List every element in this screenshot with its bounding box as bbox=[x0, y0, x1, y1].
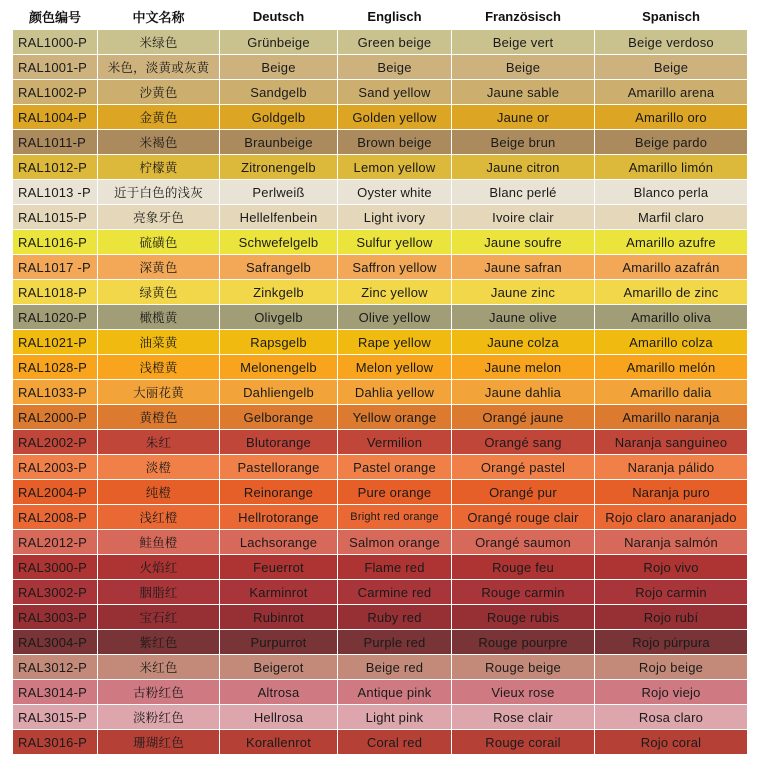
cell-french: Rouge feu bbox=[452, 555, 595, 580]
cell-color-code: RAL2003-P bbox=[13, 455, 98, 480]
table-row bbox=[13, 355, 748, 380]
cell-color-code: RAL1028-P bbox=[13, 355, 98, 380]
cell-french: Rose clair bbox=[452, 705, 595, 730]
cell-chinese-name: 珊瑚红色 bbox=[98, 730, 220, 755]
cell-french: Jaune melon bbox=[452, 355, 595, 380]
cell-color-code: RAL1020-P bbox=[13, 305, 98, 330]
cell-color-code: RAL1033-P bbox=[13, 380, 98, 405]
cell-color-code: RAL2008-P bbox=[13, 505, 98, 530]
cell-french: Orangé jaune bbox=[452, 405, 595, 430]
cell-chinese-name: 淡粉红色 bbox=[98, 705, 220, 730]
cell-spanish: Amarillo de zinc bbox=[595, 280, 748, 305]
cell-chinese-name: 黄橙色 bbox=[98, 405, 220, 430]
cell-german: Rubinrot bbox=[220, 605, 338, 630]
cell-english: Light ivory bbox=[338, 205, 452, 230]
cell-spanish: Rojo carmin bbox=[595, 580, 748, 605]
cell-french: Beige brun bbox=[452, 130, 595, 155]
cell-german: Braunbeige bbox=[220, 130, 338, 155]
table-row bbox=[13, 505, 748, 530]
cell-french: Vieux rose bbox=[452, 680, 595, 705]
cell-english: Sand yellow bbox=[338, 80, 452, 105]
cell-french: Jaune safran bbox=[452, 255, 595, 280]
cell-spanish: Blanco perla bbox=[595, 180, 748, 205]
cell-color-code: RAL3016-P bbox=[13, 730, 98, 755]
cell-german: Grünbeige bbox=[220, 30, 338, 55]
table-row bbox=[13, 430, 748, 455]
cell-english: Saffron yellow bbox=[338, 255, 452, 280]
cell-german: Lachsorange bbox=[220, 530, 338, 555]
table-row bbox=[13, 380, 748, 405]
cell-chinese-name: 浅红橙 bbox=[98, 505, 220, 530]
cell-french: Jaune dahlia bbox=[452, 380, 595, 405]
cell-spanish: Amarillo arena bbox=[595, 80, 748, 105]
cell-chinese-name: 浅橙黄 bbox=[98, 355, 220, 380]
cell-german: Goldgelb bbox=[220, 105, 338, 130]
cell-spanish: Rojo rubí bbox=[595, 605, 748, 630]
cell-spanish: Amarillo azufre bbox=[595, 230, 748, 255]
cell-spanish: Rojo vivo bbox=[595, 555, 748, 580]
cell-english: Light pink bbox=[338, 705, 452, 730]
table-row bbox=[13, 255, 748, 280]
cell-german: Hellrosa bbox=[220, 705, 338, 730]
cell-chinese-name: 柠檬黄 bbox=[98, 155, 220, 180]
cell-french: Orangé sang bbox=[452, 430, 595, 455]
cell-german: Korallenrot bbox=[220, 730, 338, 755]
cell-spanish: Rojo claro anaranjado bbox=[595, 505, 748, 530]
table-row bbox=[13, 280, 748, 305]
cell-chinese-name: 米色，淡黄或灰黄 bbox=[98, 55, 220, 80]
cell-color-code: RAL3014-P bbox=[13, 680, 98, 705]
cell-spanish: Rojo coral bbox=[595, 730, 748, 755]
table-row bbox=[13, 530, 748, 555]
cell-color-code: RAL1015-P bbox=[13, 205, 98, 230]
table-row bbox=[13, 330, 748, 355]
cell-spanish: Rojo viejo bbox=[595, 680, 748, 705]
cell-spanish: Naranja sanguineo bbox=[595, 430, 748, 455]
cell-german: Gelborange bbox=[220, 405, 338, 430]
table-row bbox=[13, 730, 748, 755]
table-row bbox=[13, 130, 748, 155]
cell-spanish: Amarillo oliva bbox=[595, 305, 748, 330]
cell-spanish: Amarillo azafrán bbox=[595, 255, 748, 280]
cell-french: Rouge carmin bbox=[452, 580, 595, 605]
cell-german: Dahliengelb bbox=[220, 380, 338, 405]
table-row bbox=[13, 680, 748, 705]
cell-color-code: RAL2004-P bbox=[13, 480, 98, 505]
cell-chinese-name: 沙黄色 bbox=[98, 80, 220, 105]
cell-german: Perlweiß bbox=[220, 180, 338, 205]
cell-german: Schwefelgelb bbox=[220, 230, 338, 255]
cell-english: Brown beige bbox=[338, 130, 452, 155]
cell-french: Ivoire clair bbox=[452, 205, 595, 230]
cell-chinese-name: 深黄色 bbox=[98, 255, 220, 280]
cell-english: Flame red bbox=[338, 555, 452, 580]
cell-german: Beige bbox=[220, 55, 338, 80]
cell-french: Orangé pur bbox=[452, 480, 595, 505]
cell-color-code: RAL1004-P bbox=[13, 105, 98, 130]
cell-spanish: Beige verdoso bbox=[595, 30, 748, 55]
cell-chinese-name: 古粉红色 bbox=[98, 680, 220, 705]
table-row bbox=[13, 455, 748, 480]
table-row bbox=[13, 705, 748, 730]
cell-english: Coral red bbox=[338, 730, 452, 755]
cell-chinese-name: 油菜黄 bbox=[98, 330, 220, 355]
cell-chinese-name: 米褐色 bbox=[98, 130, 220, 155]
cell-german: Beigerot bbox=[220, 655, 338, 680]
cell-english: Sulfur yellow bbox=[338, 230, 452, 255]
cell-color-code: RAL1000-P bbox=[13, 30, 98, 55]
table-row bbox=[13, 555, 748, 580]
cell-color-code: RAL1001-P bbox=[13, 55, 98, 80]
table-row bbox=[13, 405, 748, 430]
cell-german: Sandgelb bbox=[220, 80, 338, 105]
cell-english: Oyster white bbox=[338, 180, 452, 205]
cell-french: Beige vert bbox=[452, 30, 595, 55]
cell-english: Beige red bbox=[338, 655, 452, 680]
cell-german: Hellrotorange bbox=[220, 505, 338, 530]
cell-chinese-name: 米红色 bbox=[98, 655, 220, 680]
cell-spanish: Rojo púrpura bbox=[595, 630, 748, 655]
cell-german: Zinkgelb bbox=[220, 280, 338, 305]
table-row bbox=[13, 30, 748, 55]
cell-spanish: Rosa claro bbox=[595, 705, 748, 730]
table-row bbox=[13, 80, 748, 105]
cell-color-code: RAL3000-P bbox=[13, 555, 98, 580]
cell-german: Purpurrot bbox=[220, 630, 338, 655]
cell-chinese-name: 鲑鱼橙 bbox=[98, 530, 220, 555]
cell-chinese-name: 大丽花黄 bbox=[98, 380, 220, 405]
cell-german: Blutorange bbox=[220, 430, 338, 455]
cell-color-code: RAL1016-P bbox=[13, 230, 98, 255]
cell-english: Ruby red bbox=[338, 605, 452, 630]
cell-color-code: RAL2012-P bbox=[13, 530, 98, 555]
cell-french: Jaune soufre bbox=[452, 230, 595, 255]
cell-english: Beige bbox=[338, 55, 452, 80]
table-body bbox=[13, 30, 748, 755]
cell-spanish: Marfil claro bbox=[595, 205, 748, 230]
cell-spanish: Amarillo limón bbox=[595, 155, 748, 180]
cell-german: Pastellorange bbox=[220, 455, 338, 480]
header-spanish: Spanisch bbox=[595, 4, 748, 30]
cell-chinese-name: 绿黄色 bbox=[98, 280, 220, 305]
cell-german: Melonengelb bbox=[220, 355, 338, 380]
cell-spanish: Rojo beige bbox=[595, 655, 748, 680]
header-english: Englisch bbox=[338, 4, 452, 30]
table-row bbox=[13, 305, 748, 330]
cell-chinese-name: 金黄色 bbox=[98, 105, 220, 130]
cell-spanish: Beige bbox=[595, 55, 748, 80]
table-row bbox=[13, 155, 748, 180]
cell-french: Jaune zinc bbox=[452, 280, 595, 305]
header-color-code: 颜色编号 bbox=[13, 4, 98, 30]
cell-color-code: RAL1012-P bbox=[13, 155, 98, 180]
cell-spanish: Amarillo dalia bbox=[595, 380, 748, 405]
cell-color-code: RAL2000-P bbox=[13, 405, 98, 430]
cell-english: Golden yellow bbox=[338, 105, 452, 130]
cell-chinese-name: 紫红色 bbox=[98, 630, 220, 655]
cell-english: Green beige bbox=[338, 30, 452, 55]
table-row bbox=[13, 180, 748, 205]
cell-french: Rouge corail bbox=[452, 730, 595, 755]
cell-color-code: RAL1021-P bbox=[13, 330, 98, 355]
cell-spanish: Amarillo oro bbox=[595, 105, 748, 130]
cell-french: Orangé saumon bbox=[452, 530, 595, 555]
cell-french: Jaune sable bbox=[452, 80, 595, 105]
cell-color-code: RAL3003-P bbox=[13, 605, 98, 630]
ral-color-table bbox=[12, 4, 748, 755]
cell-german: Olivgelb bbox=[220, 305, 338, 330]
cell-french: Rouge beige bbox=[452, 655, 595, 680]
header-german: Deutsch bbox=[220, 4, 338, 30]
cell-french: Orangé rouge clair bbox=[452, 505, 595, 530]
cell-color-code: RAL2002-P bbox=[13, 430, 98, 455]
table-row bbox=[13, 580, 748, 605]
table-row bbox=[13, 480, 748, 505]
cell-english: Pure orange bbox=[338, 480, 452, 505]
header-chinese-name: 中文名称 bbox=[98, 4, 220, 30]
cell-english: Pastel orange bbox=[338, 455, 452, 480]
cell-color-code: RAL3004-P bbox=[13, 630, 98, 655]
cell-spanish: Amarillo colza bbox=[595, 330, 748, 355]
table-row bbox=[13, 205, 748, 230]
table-row bbox=[13, 605, 748, 630]
cell-color-code: RAL3015-P bbox=[13, 705, 98, 730]
cell-color-code: RAL3002-P bbox=[13, 580, 98, 605]
cell-english: Lemon yellow bbox=[338, 155, 452, 180]
ral-color-table-container bbox=[12, 4, 747, 755]
cell-english: Salmon orange bbox=[338, 530, 452, 555]
cell-german: Feuerrot bbox=[220, 555, 338, 580]
cell-french: Beige bbox=[452, 55, 595, 80]
cell-english: Carmine red bbox=[338, 580, 452, 605]
cell-french: Jaune citron bbox=[452, 155, 595, 180]
cell-english: Bright red orange bbox=[338, 505, 452, 530]
cell-chinese-name: 宝石红 bbox=[98, 605, 220, 630]
cell-english: Dahlia yellow bbox=[338, 380, 452, 405]
cell-color-code: RAL1017 -P bbox=[13, 255, 98, 280]
cell-german: Zitronengelb bbox=[220, 155, 338, 180]
table-row bbox=[13, 630, 748, 655]
cell-english: Olive yellow bbox=[338, 305, 452, 330]
cell-color-code: RAL1011-P bbox=[13, 130, 98, 155]
cell-english: Zinc yellow bbox=[338, 280, 452, 305]
cell-german: Altrosa bbox=[220, 680, 338, 705]
cell-german: Rapsgelb bbox=[220, 330, 338, 355]
cell-chinese-name: 米绿色 bbox=[98, 30, 220, 55]
cell-english: Antique pink bbox=[338, 680, 452, 705]
cell-french: Jaune olive bbox=[452, 305, 595, 330]
cell-french: Blanc perlé bbox=[452, 180, 595, 205]
cell-chinese-name: 纯橙 bbox=[98, 480, 220, 505]
cell-german: Safrangelb bbox=[220, 255, 338, 280]
cell-french: Rouge rubis bbox=[452, 605, 595, 630]
cell-english: Melon yellow bbox=[338, 355, 452, 380]
cell-spanish: Naranja puro bbox=[595, 480, 748, 505]
cell-french: Jaune colza bbox=[452, 330, 595, 355]
cell-german: Reinorange bbox=[220, 480, 338, 505]
table-row bbox=[13, 230, 748, 255]
cell-french: Orangé pastel bbox=[452, 455, 595, 480]
cell-chinese-name: 朱红 bbox=[98, 430, 220, 455]
table-row bbox=[13, 55, 748, 80]
cell-french: Rouge pourpre bbox=[452, 630, 595, 655]
cell-spanish: Naranja pálido bbox=[595, 455, 748, 480]
cell-chinese-name: 淡橙 bbox=[98, 455, 220, 480]
cell-english: Yellow orange bbox=[338, 405, 452, 430]
cell-color-code: RAL3012-P bbox=[13, 655, 98, 680]
table-row bbox=[13, 655, 748, 680]
cell-english: Purple red bbox=[338, 630, 452, 655]
cell-chinese-name: 硫磺色 bbox=[98, 230, 220, 255]
cell-chinese-name: 近于白色的浅灰 bbox=[98, 180, 220, 205]
cell-chinese-name: 火焰红 bbox=[98, 555, 220, 580]
cell-color-code: RAL1018-P bbox=[13, 280, 98, 305]
cell-spanish: Naranja salmón bbox=[595, 530, 748, 555]
cell-german: Karminrot bbox=[220, 580, 338, 605]
cell-spanish: Amarillo melón bbox=[595, 355, 748, 380]
cell-german: Hellelfenbein bbox=[220, 205, 338, 230]
table-header-row bbox=[13, 4, 748, 30]
cell-chinese-name: 亮象牙色 bbox=[98, 205, 220, 230]
cell-spanish: Beige pardo bbox=[595, 130, 748, 155]
cell-chinese-name: 橄榄黄 bbox=[98, 305, 220, 330]
cell-french: Jaune or bbox=[452, 105, 595, 130]
cell-english: Vermilion bbox=[338, 430, 452, 455]
cell-color-code: RAL1002-P bbox=[13, 80, 98, 105]
table-row bbox=[13, 105, 748, 130]
cell-spanish: Amarillo naranja bbox=[595, 405, 748, 430]
cell-color-code: RAL1013 -P bbox=[13, 180, 98, 205]
cell-english: Rape yellow bbox=[338, 330, 452, 355]
header-french: Französisch bbox=[452, 4, 595, 30]
cell-chinese-name: 胭脂红 bbox=[98, 580, 220, 605]
